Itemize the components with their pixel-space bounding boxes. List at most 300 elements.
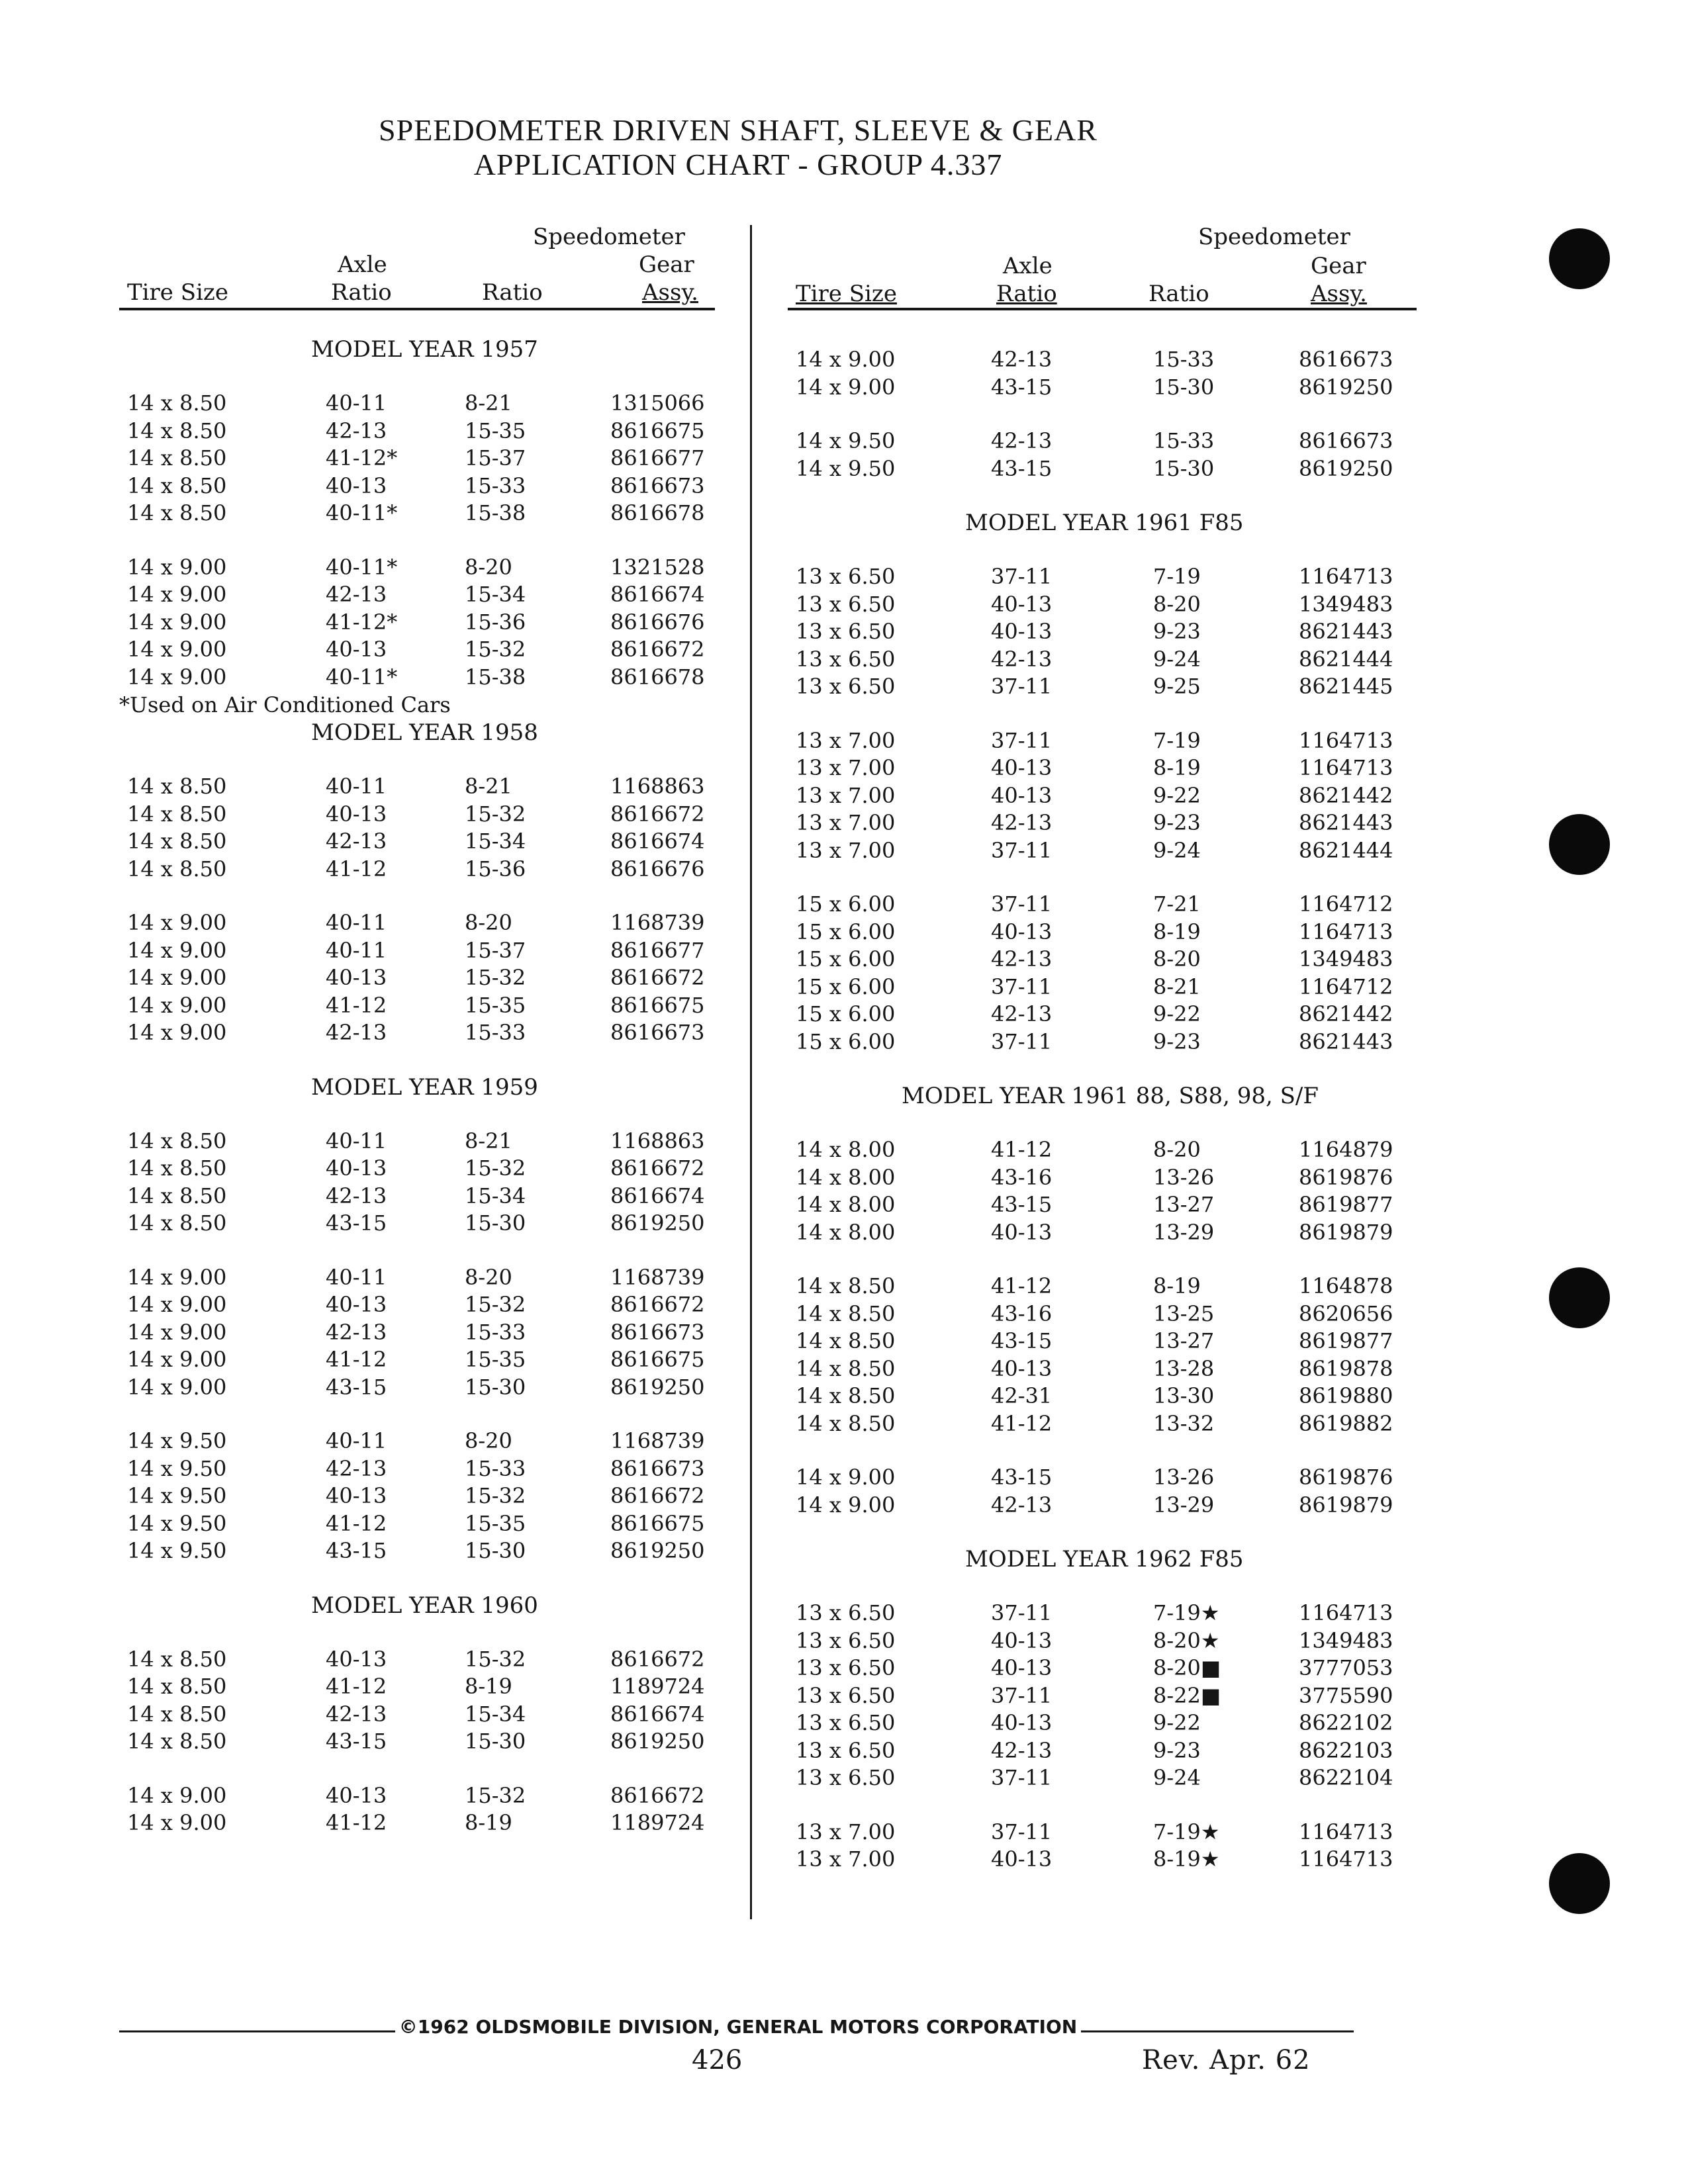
tire-size-cell: 14 x 9.00 <box>796 1492 896 1518</box>
axle-ratio-cell: 40-13 <box>991 1655 1053 1680</box>
gear-assy-cell: 8616675 <box>610 1510 705 1536</box>
table-row <box>119 1128 715 1156</box>
axle-ratio-cell: 40-13 <box>991 619 1053 644</box>
tire-size-cell: 13 x 6.50 <box>796 1682 896 1708</box>
tire-size-cell: 13 x 6.50 <box>796 674 896 699</box>
header-axle: Axle <box>1003 253 1053 279</box>
gear-assy-cell: 8616672 <box>610 801 705 827</box>
axle-ratio-cell: 42-13 <box>326 1020 387 1045</box>
speedometer-ratio-cell: 8-20 <box>465 1264 512 1290</box>
axle-ratio-cell: 40-11 <box>326 390 387 416</box>
speedometer-ratio-cell: 15-35 <box>465 418 526 443</box>
tire-size-cell: 14 x 8.00 <box>796 1219 896 1245</box>
tire-size-cell: 15 x 6.00 <box>796 946 896 972</box>
axle-ratio-cell: 40-13 <box>991 1710 1053 1735</box>
tire-size-cell: 14 x 9.50 <box>127 1538 227 1563</box>
table-row <box>788 1001 1417 1028</box>
gear-assy-cell: 8616673 <box>610 473 705 498</box>
speedometer-ratio-cell: 9-23 <box>1153 619 1201 644</box>
speedometer-ratio-cell: 7-19 <box>1153 564 1201 589</box>
speedometer-ratio-cell: 9-24 <box>1153 1765 1201 1790</box>
axle-ratio-cell: 37-11 <box>991 891 1053 917</box>
axle-ratio-cell: 43-16 <box>991 1300 1053 1326</box>
gear-assy-cell: 8620656 <box>1299 1300 1393 1326</box>
table-row <box>119 664 715 692</box>
table-row <box>119 1455 715 1483</box>
table-row <box>788 1492 1417 1520</box>
tire-size-cell: 14 x 8.00 <box>796 1192 896 1217</box>
axle-ratio-cell: 42-13 <box>326 418 387 443</box>
row-gap <box>788 482 1417 509</box>
gear-assy-cell: 8616676 <box>610 856 705 882</box>
gear-assy-cell: 1164713 <box>1299 919 1393 944</box>
header-ratio: Ratio <box>1149 281 1209 307</box>
tire-size-cell: 14 x 9.00 <box>127 637 227 662</box>
axle-ratio-cell: 42-13 <box>991 1492 1053 1518</box>
row-gap <box>119 883 715 909</box>
binder-hole <box>1549 814 1610 875</box>
table-row <box>788 1028 1417 1056</box>
table-row <box>119 1155 715 1183</box>
row-gap <box>119 363 715 390</box>
speedometer-ratio-cell: 15-33 <box>465 473 526 498</box>
table-row <box>788 946 1417 974</box>
gear-assy-cell: 8621445 <box>1299 674 1393 699</box>
tire-size-cell: 13 x 6.50 <box>796 646 896 672</box>
table-row <box>788 1464 1417 1492</box>
speedometer-ratio-cell: 9-24 <box>1153 837 1201 863</box>
axle-ratio-cell: 42-13 <box>991 646 1053 672</box>
speedometer-ratio-cell: 8-21 <box>465 390 512 416</box>
table-row <box>119 1019 715 1047</box>
tire-size-cell: 14 x 8.50 <box>127 856 227 882</box>
header-axle: Axle <box>338 251 387 278</box>
tire-size-cell: 14 x 9.00 <box>127 582 227 607</box>
gear-assy-cell: 8616672 <box>610 637 705 662</box>
table-row <box>788 1355 1417 1383</box>
table-row <box>119 773 715 801</box>
speedometer-ratio-cell: 7-19★ <box>1153 1600 1220 1625</box>
tire-size-cell: 13 x 6.50 <box>796 1600 896 1625</box>
row-gap <box>119 1101 715 1128</box>
table-row <box>119 1183 715 1210</box>
tire-size-cell: 14 x 9.00 <box>127 1782 227 1808</box>
speedometer-ratio-cell: 15-32 <box>465 1292 526 1317</box>
gear-assy-cell: 8616672 <box>610 1292 705 1317</box>
gear-assy-cell: 1164713 <box>1299 564 1393 589</box>
axle-ratio-cell: 41-12 <box>326 1674 387 1699</box>
axle-ratio-cell: 40-13 <box>326 1646 387 1672</box>
table-row <box>788 1328 1417 1355</box>
row-gap <box>119 1401 715 1428</box>
axle-ratio-cell: 40-11 <box>326 937 387 963</box>
tire-size-cell: 14 x 9.50 <box>796 455 896 481</box>
gear-assy-cell: 1164713 <box>1299 1819 1393 1844</box>
tire-size-cell: 13 x 6.50 <box>796 1627 896 1653</box>
axle-ratio-cell: 42-13 <box>326 1183 387 1208</box>
axle-ratio-cell: 42-13 <box>326 1701 387 1727</box>
tire-size-cell: 13 x 6.50 <box>796 1655 896 1680</box>
speedometer-ratio-cell: 15-32 <box>465 637 526 662</box>
speedometer-ratio-cell: 13-29 <box>1153 1492 1215 1518</box>
row-gap <box>119 747 715 773</box>
row-gap <box>119 527 715 554</box>
row-gap <box>788 1792 1417 1819</box>
speedometer-ratio-cell: 15-37 <box>465 445 526 471</box>
speedometer-ratio-cell: 9-22 <box>1153 1710 1201 1735</box>
header-assy: Assy. <box>1311 281 1367 307</box>
gear-assy-cell: 1321528 <box>610 554 705 580</box>
table-row <box>119 418 715 445</box>
gear-assy-cell: 1189724 <box>610 1674 705 1699</box>
axle-ratio-cell: 40-13 <box>326 1156 387 1181</box>
axle-ratio-cell: 40-13 <box>991 591 1053 617</box>
table-row <box>788 1219 1417 1247</box>
tire-size-cell: 14 x 8.50 <box>127 473 227 498</box>
speedometer-ratio-cell: 15-34 <box>465 829 526 854</box>
gear-assy-cell: 1168739 <box>610 1428 705 1453</box>
tire-size-cell: 14 x 8.50 <box>127 390 227 416</box>
gear-assy-cell: 8616675 <box>610 992 705 1018</box>
gear-assy-cell: 8619879 <box>1299 1219 1393 1245</box>
speedometer-ratio-cell: 15-34 <box>465 1701 526 1727</box>
table-row <box>788 1764 1417 1792</box>
gear-assy-cell: 1164712 <box>1299 974 1393 999</box>
speedometer-ratio-cell: 13-26 <box>1153 1164 1215 1190</box>
gear-assy-cell: 8622104 <box>1299 1765 1393 1790</box>
tire-size-cell: 14 x 8.50 <box>127 1674 227 1699</box>
header-axle-ratio: Ratio <box>996 281 1057 307</box>
chart-title-line2: APPLICATION CHART - GROUP 4.337 <box>473 148 1003 181</box>
tire-size-cell: 13 x 7.00 <box>796 837 896 863</box>
tire-size-cell: 14 x 8.50 <box>796 1328 896 1353</box>
gear-assy-cell: 8616677 <box>610 937 705 963</box>
gear-assy-cell: 3775590 <box>1299 1682 1393 1708</box>
model-year-heading: MODEL YEAR 1962 F85 <box>965 1546 1244 1572</box>
axle-ratio-cell: 41-12 <box>991 1410 1053 1436</box>
tire-size-cell: 14 x 9.00 <box>127 992 227 1018</box>
model-year-heading: MODEL YEAR 1961 F85 <box>965 510 1244 536</box>
tire-size-cell: 13 x 6.50 <box>796 619 896 644</box>
speedometer-ratio-cell: 9-24 <box>1153 646 1201 672</box>
row-gap <box>788 1110 1417 1136</box>
axle-ratio-cell: 37-11 <box>991 974 1053 999</box>
tire-size-cell: 13 x 7.00 <box>796 1846 896 1872</box>
speedometer-ratio-cell: 9-22 <box>1153 1001 1201 1026</box>
axle-ratio-cell: 43-15 <box>991 1328 1053 1353</box>
gear-assy-cell: 1164878 <box>1299 1273 1393 1298</box>
table-row <box>119 554 715 582</box>
table-row <box>788 346 1417 374</box>
binder-hole <box>1549 1853 1610 1914</box>
gear-assy-cell: 3777053 <box>1299 1655 1393 1680</box>
axle-ratio-cell: 40-11* <box>326 554 398 580</box>
table-row <box>788 974 1417 1001</box>
header-gear: Gear <box>639 251 694 278</box>
row-gap <box>119 1238 715 1264</box>
tire-size-cell: 14 x 9.00 <box>127 1374 227 1400</box>
speedometer-ratio-cell: 8-19★ <box>1153 1846 1220 1872</box>
speedometer-ratio-cell: 8-21 <box>1153 974 1201 999</box>
table-row <box>788 891 1417 919</box>
axle-ratio-cell: 40-13 <box>991 782 1053 808</box>
row-gap <box>788 864 1417 891</box>
gear-assy-cell: 8616678 <box>610 500 705 525</box>
gear-assy-cell: 1164713 <box>1299 1600 1393 1625</box>
header-speedometer: Speedometer <box>1198 224 1350 250</box>
tire-size-cell: 14 x 8.50 <box>127 1156 227 1181</box>
gear-assy-cell: 8619876 <box>1299 1164 1393 1190</box>
speedometer-ratio-cell: 9-22 <box>1153 782 1201 808</box>
axle-ratio-cell: 42-13 <box>991 1737 1053 1763</box>
model-year-heading: MODEL YEAR 1961 88, S88, 98, S/F <box>902 1083 1319 1109</box>
axle-ratio-cell: 37-11 <box>991 1600 1053 1625</box>
tire-size-cell: 14 x 9.00 <box>127 1347 227 1372</box>
table-row <box>119 500 715 527</box>
tire-size-cell: 14 x 9.00 <box>127 1020 227 1045</box>
speedometer-ratio-cell: 13-26 <box>1153 1465 1215 1490</box>
tire-size-cell: 14 x 8.50 <box>796 1300 896 1326</box>
axle-ratio-cell: 43-16 <box>991 1164 1053 1190</box>
gear-assy-cell: 1189724 <box>610 1810 705 1835</box>
gear-assy-cell: 8616674 <box>610 829 705 854</box>
tire-size-cell: 15 x 6.00 <box>796 1028 896 1054</box>
table-row <box>119 1646 715 1674</box>
gear-assy-cell: 8619877 <box>1299 1328 1393 1353</box>
gear-assy-cell: 8621443 <box>1299 1028 1393 1054</box>
axle-ratio-cell: 40-11 <box>326 1128 387 1154</box>
speedometer-ratio-cell: 9-23 <box>1153 810 1201 835</box>
table-row <box>788 1383 1417 1410</box>
table-row <box>788 1600 1417 1627</box>
axle-ratio-cell: 43-15 <box>326 1729 387 1754</box>
revision-date: Rev. Apr. 62 <box>1142 2045 1311 2075</box>
speedometer-ratio-cell: 15-33 <box>465 1319 526 1345</box>
gear-assy-cell: 1164713 <box>1299 727 1393 753</box>
gear-assy-cell: 8616675 <box>610 418 705 443</box>
axle-ratio-cell: 41-12 <box>326 1347 387 1372</box>
gear-assy-cell: 1168739 <box>610 1264 705 1290</box>
tire-size-cell: 14 x 8.50 <box>127 1128 227 1154</box>
speedometer-ratio-cell: 8-20 <box>465 910 512 935</box>
axle-ratio-cell: 42-13 <box>326 582 387 607</box>
gear-assy-cell: 8616673 <box>610 1020 705 1045</box>
axle-ratio-cell: 42-13 <box>991 810 1053 835</box>
table-row <box>788 1136 1417 1164</box>
footnote: *Used on Air Conditioned Cars <box>119 692 451 717</box>
speedometer-ratio-cell: 13-28 <box>1153 1355 1215 1381</box>
tire-size-cell: 14 x 9.50 <box>127 1455 227 1481</box>
axle-ratio-cell: 40-13 <box>326 1292 387 1317</box>
gear-assy-cell: 1168739 <box>610 910 705 935</box>
axle-ratio-cell: 43-15 <box>991 1192 1053 1217</box>
row-gap <box>788 1056 1417 1082</box>
axle-ratio-cell: 43-15 <box>326 1374 387 1400</box>
table-row <box>119 1728 715 1756</box>
binder-hole <box>1549 1267 1610 1328</box>
speedometer-ratio-cell: 8-20 <box>1153 946 1201 972</box>
tire-size-cell: 14 x 8.00 <box>796 1137 896 1162</box>
tire-size-cell: 14 x 9.00 <box>127 1319 227 1345</box>
tire-size-cell: 14 x 8.50 <box>127 829 227 854</box>
table-row <box>119 1701 715 1729</box>
header-tire-size: Tire Size <box>796 281 897 307</box>
axle-ratio-cell: 40-13 <box>326 801 387 827</box>
axle-ratio-cell: 41-12 <box>991 1137 1053 1162</box>
speedometer-ratio-cell: 15-32 <box>465 965 526 990</box>
axle-ratio-cell: 37-11 <box>991 727 1053 753</box>
axle-ratio-cell: 41-12* <box>326 609 398 635</box>
gear-assy-cell: 8616674 <box>610 582 705 607</box>
axle-ratio-cell: 40-13 <box>991 919 1053 944</box>
table-row <box>788 1300 1417 1328</box>
gear-assy-cell: 1168863 <box>610 774 705 799</box>
table-row <box>788 1819 1417 1846</box>
tire-size-cell: 14 x 9.00 <box>127 937 227 963</box>
table-row <box>119 1374 715 1402</box>
column-divider <box>750 225 752 1919</box>
table-row <box>788 727 1417 755</box>
table-row <box>119 1510 715 1538</box>
tire-size-cell: 14 x 8.50 <box>127 1729 227 1754</box>
speedometer-ratio-cell: 8-21 <box>465 1128 512 1154</box>
axle-ratio-cell: 42-13 <box>991 347 1053 372</box>
axle-ratio-cell: 40-13 <box>326 473 387 498</box>
axle-ratio-cell: 41-12 <box>326 1810 387 1835</box>
table-row <box>788 1846 1417 1874</box>
tire-size-cell: 14 x 8.50 <box>796 1383 896 1408</box>
gear-assy-cell: 8621442 <box>1299 782 1393 808</box>
gear-assy-cell: 8616672 <box>610 965 705 990</box>
header-gear: Gear <box>1311 253 1366 279</box>
table-row <box>788 1410 1417 1438</box>
axle-ratio-cell: 37-11 <box>991 1028 1053 1054</box>
gear-assy-cell: 1349483 <box>1299 1627 1393 1653</box>
header-speedometer: Speedometer <box>533 224 685 250</box>
gear-assy-cell: 8619250 <box>610 1374 705 1400</box>
speedometer-ratio-cell: 8-20 <box>465 1428 512 1453</box>
right-table-header <box>788 218 1417 310</box>
speedometer-ratio-cell: 15-30 <box>465 1210 526 1236</box>
tire-size-cell: 14 x 9.00 <box>127 1264 227 1290</box>
table-row <box>119 1210 715 1238</box>
tire-size-cell: 13 x 7.00 <box>796 810 896 835</box>
speedometer-ratio-cell: 15-30 <box>465 1374 526 1400</box>
table-row <box>119 828 715 856</box>
right-table-body <box>788 310 1417 1874</box>
speedometer-ratio-cell: 13-27 <box>1153 1328 1215 1353</box>
axle-ratio-cell: 40-11 <box>326 774 387 799</box>
table-row <box>788 1164 1417 1192</box>
tire-size-cell: 14 x 8.50 <box>127 500 227 525</box>
axle-ratio-cell: 42-13 <box>991 428 1053 453</box>
speedometer-ratio-cell: 15-35 <box>465 992 526 1018</box>
axle-ratio-cell: 37-11 <box>991 564 1053 589</box>
tire-size-cell: 13 x 6.50 <box>796 564 896 589</box>
gear-assy-cell: 1349483 <box>1299 591 1393 617</box>
axle-ratio-cell: 42-31 <box>991 1383 1053 1408</box>
axle-ratio-cell: 40-13 <box>991 1355 1053 1381</box>
axle-ratio-cell: 42-13 <box>326 1319 387 1345</box>
speedometer-ratio-cell: 8-19 <box>465 1674 512 1699</box>
gear-assy-cell: 8616678 <box>610 664 705 690</box>
tire-size-cell: 13 x 6.50 <box>796 1737 896 1763</box>
table-row <box>788 646 1417 674</box>
axle-ratio-cell: 43-15 <box>991 374 1053 400</box>
table-row <box>788 837 1417 865</box>
speedometer-ratio-cell: 7-19★ <box>1153 1819 1220 1844</box>
tire-size-cell: 14 x 8.50 <box>127 1646 227 1672</box>
speedometer-ratio-cell: 8-19 <box>465 1810 512 1835</box>
speedometer-ratio-cell: 15-30 <box>1153 455 1215 481</box>
table-row <box>119 937 715 965</box>
gear-assy-cell: 8619876 <box>1299 1465 1393 1490</box>
axle-ratio-cell: 37-11 <box>991 674 1053 699</box>
header-axle-ratio: Ratio <box>331 279 392 306</box>
table-row <box>119 636 715 664</box>
table-row <box>119 1346 715 1374</box>
gear-assy-cell: 8616674 <box>610 1701 705 1727</box>
row-gap <box>119 1619 715 1646</box>
speedometer-ratio-cell: 7-21 <box>1153 891 1201 917</box>
table-row <box>119 609 715 637</box>
gear-assy-cell: 8616672 <box>610 1782 705 1808</box>
axle-ratio-cell: 37-11 <box>991 1819 1053 1844</box>
gear-assy-cell: 8616672 <box>610 1646 705 1672</box>
table-row <box>788 1682 1417 1710</box>
header-assy: Assy. <box>642 279 698 306</box>
table-row <box>788 591 1417 619</box>
gear-assy-cell: 8616673 <box>610 1319 705 1345</box>
table-row <box>119 1428 715 1455</box>
speedometer-ratio-cell: 15-30 <box>1153 374 1215 400</box>
speedometer-ratio-cell: 13-25 <box>1153 1300 1215 1326</box>
table-row <box>119 909 715 937</box>
speedometer-ratio-cell: 8-19 <box>1153 919 1201 944</box>
table-row <box>119 801 715 829</box>
axle-ratio-cell: 43-15 <box>991 1465 1053 1490</box>
left-table-body <box>119 310 715 1837</box>
speedometer-ratio-cell: 15-33 <box>465 1455 526 1481</box>
speedometer-ratio-cell: 8-20 <box>1153 1137 1201 1162</box>
tire-size-cell: 14 x 9.00 <box>127 1810 227 1835</box>
axle-ratio-cell: 40-13 <box>326 637 387 662</box>
speedometer-ratio-cell: 8-20 <box>1153 591 1201 617</box>
table-row <box>788 563 1417 591</box>
tire-size-cell: 13 x 6.50 <box>796 1765 896 1790</box>
axle-ratio-cell: 40-13 <box>326 1483 387 1508</box>
table-row <box>788 1191 1417 1219</box>
gear-assy-cell: 8619879 <box>1299 1492 1393 1518</box>
tire-size-cell: 14 x 9.00 <box>127 554 227 580</box>
table-row <box>119 581 715 609</box>
axle-ratio-cell: 40-13 <box>991 1846 1053 1872</box>
table-row <box>119 964 715 992</box>
tire-size-cell: 14 x 9.00 <box>127 1292 227 1317</box>
tire-size-cell: 15 x 6.00 <box>796 891 896 917</box>
tire-size-cell: 13 x 7.00 <box>796 1819 896 1844</box>
speedometer-ratio-cell: 15-35 <box>465 1347 526 1372</box>
speedometer-ratio-cell: 8-21 <box>465 774 512 799</box>
axle-ratio-cell: 41-12 <box>991 1273 1053 1298</box>
table-row <box>788 1655 1417 1682</box>
axle-ratio-cell: 41-12* <box>326 445 398 471</box>
table-row <box>788 782 1417 810</box>
gear-assy-cell: 8621444 <box>1299 837 1393 863</box>
table-row <box>788 1709 1417 1737</box>
model-year-heading: MODEL YEAR 1959 <box>311 1073 538 1101</box>
gear-assy-cell: 8622102 <box>1299 1710 1393 1735</box>
